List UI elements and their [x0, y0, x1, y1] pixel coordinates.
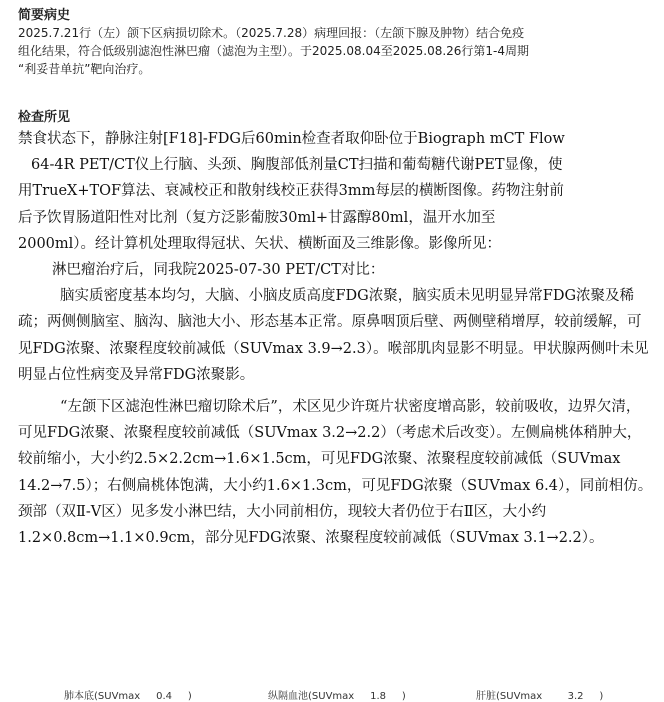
findings-paragraph: “左颌下区滤泡性淋巴瘤切除术后”，术区见少许斑片状密度增高影，较前吸收，边界欠清，可见FDG浓聚、浓聚程度较前减低（SUVmax 3.2→2.2）（考虑术后改变）。左侧扁桃体稍肿大，较前缩小，大小约2.5×2.2cm→1.6×1.5cm，可见FDG浓聚、浓聚程度较前减低（SUVmax 14.2→7.5）；右侧扁桃体饱满，大小约1.6×1.3cm，可见FDG浓聚（SUVmax 6.4），同前相仿。颈部（双Ⅱ-Ⅴ区）见多发小淋巴结，大小同前相仿，现较大者仍位于右Ⅱ区，大小约1.2×0.8cm→1.1×0.9cm，部分见FDG浓聚、浓聚程度较前减低（SUVmax 3.1→2.2）。	[18, 399, 653, 547]
history-line: 2025.7.21行（左）颌下区病损切除术。（2025.7.28）病理回报：（左颌下腺及肿物）结合免疫	[18, 26, 525, 40]
findings-line: 用TrueX+TOF算法、衰减校正和散射线校正获得3mm每层的横断图像。药物注射前	[18, 183, 564, 200]
findings-paragraph: 脑实质密度基本均匀，大脑、小脑皮质高度FDG浓聚，脑实质未见明显异常FDG浓聚及稀疏；两侧侧脑室、脑沟、脑池大小、形态基本正常。原鼻咽顶后壁、两侧壁稍增厚，较前缓解，可见FDG浓聚、浓聚程度较前减低（SUVmax 3.9→2.3）。喉部肌肉显影不明显。甲状腺两侧叶未见明显占位性病变及异常FDG浓聚影。	[18, 288, 649, 383]
findings-body	[18, 126, 654, 551]
footer-liver: 肝脏(SUVmax 3.2 )	[476, 691, 604, 702]
history-line: “利妥昔单抗”靶向治疗。	[18, 62, 151, 76]
history-title: 简要病史	[18, 8, 71, 23]
findings-line: 2000ml）。经计算机处理取得冠状、矢状、横断面及三维影像。影像所见：	[18, 235, 502, 252]
footer-mediastinal-blood-pool: 纵隔血池(SUVmax 1.8 )	[268, 691, 406, 702]
findings-paragraph: 淋巴瘤治疗后，同我院2025-07-30 PET/CT对比：	[52, 262, 385, 279]
findings-line: 禁食状态下，静脉注射[F18]-FDG后60min检查者取仰卧位于Biograph mCT Flow	[18, 131, 565, 147]
findings-line: 后予饮胃肠道阳性对比剂（复方泛影葡胺30ml+甘露醇80ml，温开水加至	[18, 209, 496, 226]
findings-line: 64-4R PET/CT仪上行脑、头颈、胸腹部低剂量CT扫描和葡萄糖代谢PET显像，使	[31, 157, 563, 174]
findings-title: 检查所见	[18, 110, 71, 125]
history-line: 组化结果，符合低级别滤泡性淋巴瘤（滤泡为主型）。于2025.08.04至2025.08.26行第1-4周期	[18, 44, 530, 58]
footer-lung-background: 肺本底(SUVmax 0.4 )	[64, 691, 192, 702]
